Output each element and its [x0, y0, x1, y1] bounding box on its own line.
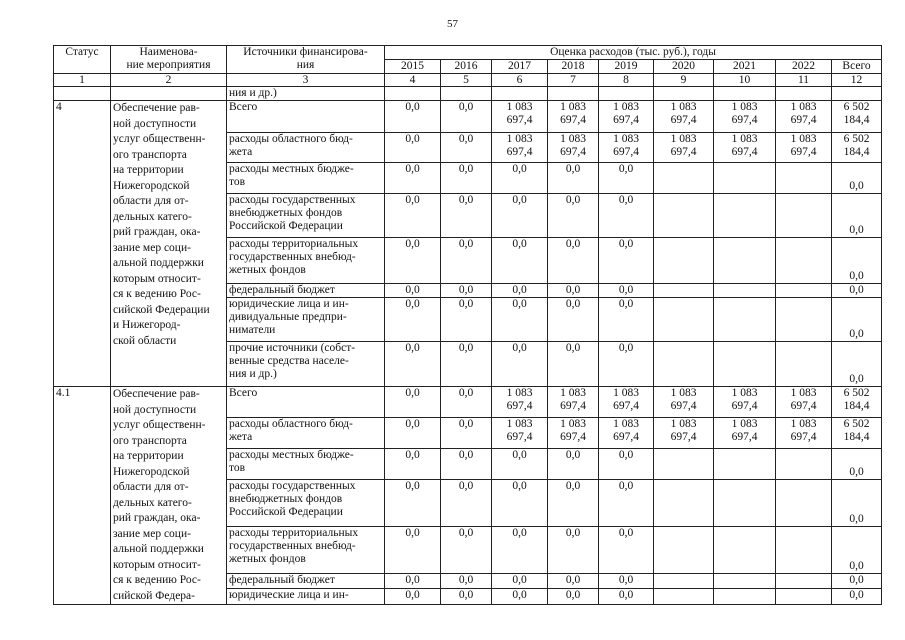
- year-value-cell: [714, 194, 776, 238]
- year-value-cell: 1 083 697,4: [654, 387, 714, 418]
- year-value-cell: 0,0: [492, 342, 548, 387]
- year-value-cell: [776, 526, 832, 573]
- year-value-cell: 0,0: [385, 417, 441, 448]
- year-value-cell: 1 083 697,4: [776, 133, 832, 163]
- year-value-cell: 1 083 697,4: [599, 101, 654, 133]
- year-value-cell: [654, 342, 714, 387]
- column-number: 12: [832, 74, 882, 87]
- year-value-cell: 0,0: [385, 574, 441, 588]
- year-value-cell: 0,0: [441, 574, 492, 588]
- year-value-cell: 0,0: [548, 526, 599, 573]
- year-value-cell: 1 083 697,4: [548, 387, 599, 418]
- year-value-cell: 0,0: [492, 479, 548, 526]
- column-number: 1: [54, 74, 111, 87]
- carry-over-status: [54, 87, 111, 101]
- year-value-cell: [654, 163, 714, 194]
- column-number: 6: [492, 74, 548, 87]
- year-value-cell: [654, 298, 714, 342]
- year-value-cell: 0,0: [441, 588, 492, 604]
- year-value-cell: 0,0: [548, 588, 599, 604]
- year-value-cell: [654, 194, 714, 238]
- year-value-cell: 0,0: [492, 574, 548, 588]
- total-value-cell: 0,0: [832, 194, 882, 238]
- year-value-cell: 1 083 697,4: [599, 387, 654, 418]
- year-value-cell: [654, 448, 714, 479]
- year-value-cell: 0,0: [599, 526, 654, 573]
- year-value-cell: [776, 342, 832, 387]
- year-value-cell: [776, 238, 832, 284]
- year-value-cell: 0,0: [385, 387, 441, 418]
- year-value-cell: 1 083 697,4: [776, 417, 832, 448]
- total-value-cell: 6 502 184,4: [832, 133, 882, 163]
- funding-source-cell: расходы государственных внебюджетных фондов Российской Федерации: [227, 194, 385, 238]
- total-value-cell: 6 502 184,4: [832, 101, 882, 133]
- column-number: 9: [654, 74, 714, 87]
- year-value-cell: [714, 298, 776, 342]
- year-value-cell: 0,0: [441, 101, 492, 133]
- total-value-cell: 0,0: [832, 588, 882, 604]
- year-value-cell: 0,0: [441, 342, 492, 387]
- year-value-cell: 1 083 697,4: [548, 133, 599, 163]
- funding-source-cell: прочие источники (собст- венные средства населе- ния и др.): [227, 342, 385, 387]
- year-value-cell: [714, 284, 776, 298]
- year-value-cell: 1 083 697,4: [776, 101, 832, 133]
- header-year: 2022: [776, 60, 832, 74]
- year-value-cell: 1 083 697,4: [776, 387, 832, 418]
- funding-source-cell: расходы государственных внебюджетных фондов Российской Федерации: [227, 479, 385, 526]
- column-number: 4: [385, 74, 441, 87]
- year-value-cell: [654, 574, 714, 588]
- funding-source-cell: расходы территориальных государственных внебюд- жетных фондов: [227, 238, 385, 284]
- year-value-cell: 0,0: [492, 526, 548, 573]
- year-value-cell: [776, 574, 832, 588]
- year-value-cell: 0,0: [548, 342, 599, 387]
- header-year: 2015: [385, 60, 441, 74]
- year-value-cell: 0,0: [441, 448, 492, 479]
- total-value-cell: 0,0: [832, 526, 882, 573]
- year-value-cell: 1 083 697,4: [714, 417, 776, 448]
- year-value-cell: [714, 526, 776, 573]
- year-value-cell: 1 083 697,4: [492, 387, 548, 418]
- funding-source-cell: федеральный бюджет: [227, 284, 385, 298]
- page-number: 57: [447, 18, 458, 30]
- total-value-cell: 0,0: [832, 342, 882, 387]
- year-value-cell: 0,0: [441, 194, 492, 238]
- column-number: 8: [599, 74, 654, 87]
- year-value-cell: 0,0: [599, 163, 654, 194]
- year-value-cell: 0,0: [441, 133, 492, 163]
- year-value-cell: 0,0: [599, 298, 654, 342]
- column-number: 11: [776, 74, 832, 87]
- header-year: 2021: [714, 60, 776, 74]
- total-value-cell: 0,0: [832, 163, 882, 194]
- year-value-cell: 0,0: [385, 133, 441, 163]
- status-cell: 4.1: [54, 387, 111, 605]
- year-value-cell: [776, 284, 832, 298]
- year-value-cell: [654, 526, 714, 573]
- year-value-cell: 0,0: [599, 194, 654, 238]
- year-value-cell: 0,0: [599, 588, 654, 604]
- header-status: Статус: [54, 46, 111, 74]
- year-value-cell: 1 083 697,4: [492, 417, 548, 448]
- header-year: 2020: [654, 60, 714, 74]
- header-source: Источники финансирова- ния: [227, 46, 385, 74]
- funding-source-cell: расходы местных бюдже- тов: [227, 163, 385, 194]
- total-value-cell: 0,0: [832, 298, 882, 342]
- year-value-cell: 0,0: [492, 194, 548, 238]
- year-value-cell: 0,0: [385, 448, 441, 479]
- year-value-cell: 0,0: [548, 284, 599, 298]
- year-value-cell: 0,0: [492, 298, 548, 342]
- header-name: Наименова- ние мероприятия: [111, 46, 227, 74]
- year-value-cell: 0,0: [385, 342, 441, 387]
- year-value-cell: 0,0: [385, 298, 441, 342]
- carry-over-row: [54, 87, 882, 101]
- year-value-cell: 0,0: [548, 163, 599, 194]
- year-value-cell: 0,0: [492, 448, 548, 479]
- column-number: 10: [714, 74, 776, 87]
- header-year-total: Всего: [832, 60, 882, 74]
- year-value-cell: 0,0: [385, 526, 441, 573]
- column-number: 5: [441, 74, 492, 87]
- year-value-cell: 0,0: [548, 448, 599, 479]
- year-value-cell: [654, 238, 714, 284]
- year-value-cell: 1 083 697,4: [654, 133, 714, 163]
- year-value-cell: 0,0: [385, 194, 441, 238]
- year-value-cell: 0,0: [599, 342, 654, 387]
- activity-name-cell: Обеспечение рав- ной доступности услуг общественн- ого транспорта на территории Нижегородской области для от- дельных катего- рий граждан, ока- зание мер соци- альной поддержки которым относит- ся к ведению Рос- сийской Федерации и Нижегород- ской области: [111, 101, 227, 387]
- year-value-cell: 0,0: [492, 284, 548, 298]
- year-value-cell: 0,0: [441, 238, 492, 284]
- year-value-cell: [654, 284, 714, 298]
- year-value-cell: [714, 163, 776, 194]
- year-value-cell: 0,0: [599, 284, 654, 298]
- header-row: [54, 46, 882, 60]
- total-value-cell: 0,0: [832, 238, 882, 284]
- year-value-cell: 0,0: [548, 574, 599, 588]
- year-value-cell: 0,0: [385, 479, 441, 526]
- year-value-cell: [714, 479, 776, 526]
- funding-source-cell: юридические лица и ин-: [227, 588, 385, 604]
- year-value-cell: 0,0: [599, 448, 654, 479]
- year-value-cell: 0,0: [492, 163, 548, 194]
- carry-over-name: [111, 87, 227, 101]
- table-body: [54, 46, 882, 605]
- carry-over-source: ния и др.): [227, 87, 385, 101]
- funding-source-cell: федеральный бюджет: [227, 574, 385, 588]
- year-value-cell: 1 083 697,4: [492, 101, 548, 133]
- year-value-cell: 0,0: [441, 526, 492, 573]
- year-value-cell: 0,0: [599, 238, 654, 284]
- year-value-cell: [776, 588, 832, 604]
- header-year: 2016: [441, 60, 492, 74]
- year-value-cell: [776, 298, 832, 342]
- year-value-cell: 1 083 697,4: [599, 417, 654, 448]
- year-value-cell: 1 083 697,4: [714, 101, 776, 133]
- year-value-cell: 0,0: [385, 284, 441, 298]
- header-year: 2017: [492, 60, 548, 74]
- year-value-cell: 0,0: [492, 588, 548, 604]
- year-value-cell: 0,0: [385, 588, 441, 604]
- total-value-cell: 6 502 184,4: [832, 417, 882, 448]
- year-value-cell: 1 083 697,4: [654, 417, 714, 448]
- header-estimate: Оценка расходов (тыс. руб.), годы: [385, 46, 882, 60]
- funding-source-cell: Всего: [227, 101, 385, 133]
- year-value-cell: [714, 588, 776, 604]
- header-year: 2019: [599, 60, 654, 74]
- year-value-cell: [776, 479, 832, 526]
- year-value-cell: 0,0: [548, 238, 599, 284]
- year-value-cell: 0,0: [441, 479, 492, 526]
- year-value-cell: 1 083 697,4: [654, 101, 714, 133]
- budget-table: [53, 45, 882, 605]
- year-value-cell: [714, 574, 776, 588]
- year-value-cell: 1 083 697,4: [714, 133, 776, 163]
- total-value-cell: 6 502 184,4: [832, 387, 882, 418]
- year-value-cell: 0,0: [385, 238, 441, 284]
- year-value-cell: 0,0: [599, 574, 654, 588]
- year-value-cell: 0,0: [441, 298, 492, 342]
- funding-source-cell: Всего: [227, 387, 385, 418]
- year-value-cell: [776, 163, 832, 194]
- header-year: 2018: [548, 60, 599, 74]
- year-value-cell: 1 083 697,4: [548, 101, 599, 133]
- year-value-cell: 0,0: [548, 298, 599, 342]
- table-row: [54, 101, 882, 133]
- activity-name-cell: Обеспечение рав- ной доступности услуг общественн- ого транспорта на территории Нижегородской области для от- дельных катего- рий граждан, ока- зание мер соци- альной поддержки которым относит- ся к ведению Рос- сийской Федера-: [111, 387, 227, 605]
- column-number-row: [54, 74, 882, 87]
- funding-source-cell: юридические лица и ин- дивидуальные предпри- ниматели: [227, 298, 385, 342]
- year-value-cell: 0,0: [385, 163, 441, 194]
- year-value-cell: [714, 342, 776, 387]
- year-value-cell: 1 083 697,4: [599, 133, 654, 163]
- year-value-cell: 0,0: [385, 101, 441, 133]
- year-value-cell: 0,0: [548, 194, 599, 238]
- total-value-cell: 0,0: [832, 448, 882, 479]
- year-value-cell: [654, 588, 714, 604]
- year-value-cell: [714, 448, 776, 479]
- year-value-cell: 0,0: [441, 163, 492, 194]
- year-value-cell: [776, 448, 832, 479]
- year-value-cell: 0,0: [548, 479, 599, 526]
- table-row: [54, 387, 882, 418]
- year-value-cell: 1 083 697,4: [492, 133, 548, 163]
- year-value-cell: 0,0: [492, 238, 548, 284]
- total-value-cell: 0,0: [832, 479, 882, 526]
- year-value-cell: 1 083 697,4: [548, 417, 599, 448]
- year-value-cell: [654, 479, 714, 526]
- year-value-cell: 0,0: [441, 417, 492, 448]
- column-number: 3: [227, 74, 385, 87]
- year-value-cell: 0,0: [599, 479, 654, 526]
- status-cell: 4: [54, 101, 111, 387]
- total-value-cell: 0,0: [832, 284, 882, 298]
- year-value-cell: 0,0: [441, 387, 492, 418]
- funding-source-cell: расходы областного бюд- жета: [227, 417, 385, 448]
- funding-source-cell: расходы местных бюдже- тов: [227, 448, 385, 479]
- year-value-cell: [714, 238, 776, 284]
- year-value-cell: 1 083 697,4: [714, 387, 776, 418]
- column-number: 2: [111, 74, 227, 87]
- year-value-cell: 0,0: [441, 284, 492, 298]
- funding-source-cell: расходы областного бюд- жета: [227, 133, 385, 163]
- total-value-cell: 0,0: [832, 574, 882, 588]
- year-value-cell: [776, 194, 832, 238]
- column-number: 7: [548, 74, 599, 87]
- funding-source-cell: расходы территориальных государственных внебюд- жетных фондов: [227, 526, 385, 573]
